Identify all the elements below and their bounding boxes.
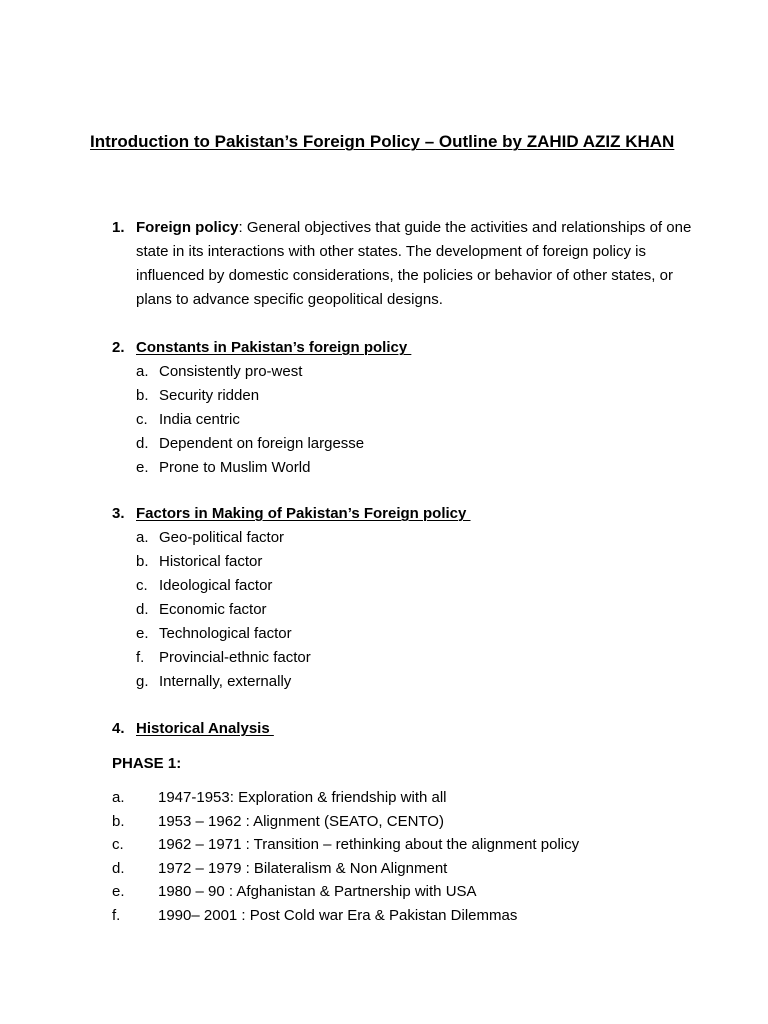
list-item-text: Internally, externally — [159, 673, 292, 690]
list-item — [136, 432, 692, 456]
list-item — [136, 526, 692, 550]
term-foreign-policy: Foreign policy — [136, 219, 239, 236]
phase-label: PHASE 1: — [112, 755, 182, 772]
list-item — [136, 456, 692, 480]
list-marker: a. — [136, 529, 149, 546]
list-marker: e. — [136, 459, 149, 476]
list-item — [112, 833, 712, 857]
list-item-text: Prone to Muslim World — [159, 459, 311, 476]
list-marker: a. — [112, 789, 125, 806]
list-marker: b. — [112, 812, 125, 830]
list-item — [112, 810, 712, 834]
section-number: 1. — [112, 219, 125, 236]
list-item-text: Technological factor — [159, 625, 292, 642]
list-marker: b. — [136, 387, 149, 404]
list-marker: d. — [136, 435, 149, 452]
phases-list — [112, 786, 712, 928]
list-marker: e. — [136, 625, 149, 642]
list-item-text: Dependent on foreign largesse — [159, 435, 365, 452]
list-item — [136, 646, 692, 670]
list-item-text: Consistently pro-west — [159, 363, 303, 380]
factors-list — [112, 526, 692, 694]
section-constants — [112, 336, 692, 480]
section-heading: Factors in Making of Pakistan’s Foreign policy — [136, 505, 471, 522]
list-item-text: Security ridden — [159, 387, 260, 404]
list-marker: d. — [112, 859, 125, 877]
list-marker: a. — [136, 363, 149, 380]
section-foreign-policy — [112, 216, 692, 312]
section-heading: Constants in Pakistan’s foreign policy — [136, 339, 412, 356]
list-item-text: 1990– 2001 : Post Cold war Era & Pakistan Dilemmas — [158, 906, 518, 924]
list-item-text: Ideological factor — [159, 577, 273, 594]
list-item — [136, 574, 692, 598]
foreign-policy-definition — [136, 216, 692, 312]
list-marker: f. — [136, 649, 145, 666]
list-item-text: Historical factor — [159, 553, 263, 570]
list-item-text: Provincial-ethnic factor — [159, 649, 311, 666]
list-item — [136, 550, 692, 574]
list-item — [112, 786, 712, 810]
list-marker: c. — [112, 836, 124, 854]
list-item-text: Economic factor — [159, 601, 267, 618]
section-historical-analysis — [112, 717, 692, 741]
list-marker: d. — [136, 601, 149, 618]
list-item-text: 1962 – 1971 : Transition – rethinking about the alignment policy — [158, 836, 580, 854]
list-item — [112, 880, 712, 904]
list-item — [112, 857, 712, 881]
list-item-text: 1947-1953: Exploration & friendship with all — [158, 789, 447, 806]
list-marker: e. — [112, 883, 125, 901]
list-item-text: India centric — [159, 411, 240, 428]
list-item-text: 1980 – 90 : Afghanistan & Partnership with USA — [158, 883, 477, 901]
list-marker: c. — [136, 411, 148, 428]
definition-text: : General objectives that guide the activities and relationships of one state in its interactions with other states. The development of foreign policy is influenced by domestic considerations, the policies or behavior of other states, or plans to advance specific geopolitical designs. — [136, 219, 692, 308]
list-item — [136, 360, 692, 384]
section-number: 3. — [112, 505, 125, 522]
list-marker: g. — [136, 673, 149, 690]
list-item — [136, 384, 692, 408]
list-item-text: Geo-political factor — [159, 529, 285, 546]
list-item — [136, 598, 692, 622]
list-item — [136, 670, 692, 694]
document-title: Introduction to Pakistan’s Foreign Policy – Outline by ZAHID AZIZ KHAN — [90, 132, 675, 151]
section-number: 4. — [112, 720, 125, 737]
list-item — [112, 904, 712, 928]
list-item — [136, 622, 692, 646]
list-item — [136, 408, 692, 432]
section-factors — [112, 502, 692, 694]
list-item-text: 1972 – 1979 : Bilateralism & Non Alignment — [158, 859, 448, 877]
section-number: 2. — [112, 339, 125, 356]
section-heading: Historical Analysis — [136, 720, 274, 737]
list-marker: f. — [112, 906, 121, 924]
list-item-text: 1953 – 1962 : Alignment (SEATO, CENTO) — [158, 812, 444, 830]
constants-list — [112, 360, 692, 480]
list-marker: c. — [136, 577, 148, 594]
list-marker: b. — [136, 553, 149, 570]
